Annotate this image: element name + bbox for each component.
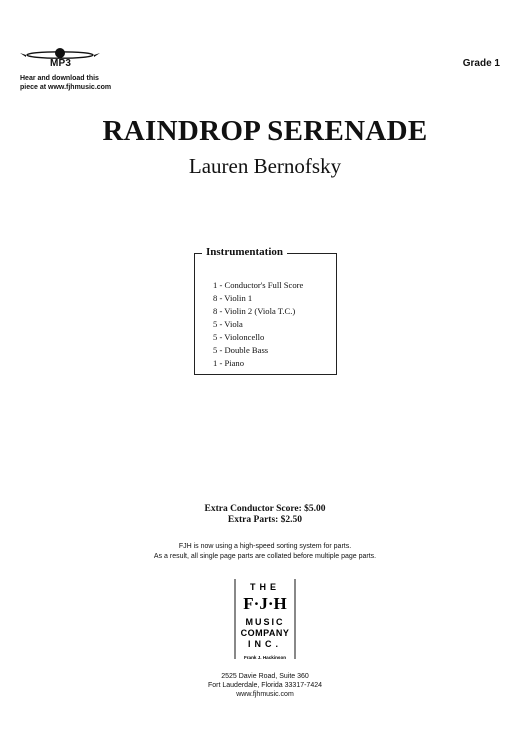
list-item: 5 - Violoncello	[213, 332, 265, 342]
mp3-caption: Hear and download this piece at www.fjhmusic.com	[20, 75, 112, 91]
website-link[interactable]: www.fjhmusic.com	[236, 691, 294, 698]
sorting-note	[0, 542, 530, 561]
mp3-icon	[20, 44, 100, 72]
logo-line-inc: INC.	[248, 639, 282, 649]
list-item: 5 - Double Bass	[213, 345, 269, 355]
composer-name: Lauren Bernofsky	[188, 154, 342, 178]
extra-conductor-score-price: Extra Conductor Score: $5.00	[204, 504, 326, 514]
extra-parts-price: Extra Parts: $2.50	[227, 514, 303, 525]
logo-signature: Frank J. Hackinson	[243, 655, 287, 660]
list-item: 1 - Piano	[213, 358, 245, 368]
sorting-note-line1: FJH is now using a high-speed sorting system for parts.	[178, 543, 352, 550]
sorting-note-line2: As a result, all single page parts are collated before multiple page parts.	[153, 552, 377, 560]
grade-label: Grade 1	[462, 58, 500, 69]
logo-line-company: COMPANY	[240, 628, 290, 638]
mp3-label: MP3	[50, 58, 72, 69]
instrumentation-list	[213, 279, 303, 370]
pricing-block	[0, 504, 530, 525]
mp3-download-block	[20, 44, 120, 92]
fjh-logo	[233, 579, 297, 667]
logo-line-fjh: F·J·H	[243, 594, 287, 613]
list-item: 1 - Conductor's Full Score	[213, 280, 304, 290]
instrumentation-heading: Instrumentation	[202, 246, 287, 259]
list-item: 8 - Violin 2 (Viola T.C.)	[213, 306, 296, 316]
list-item: 8 - Violin 1	[213, 293, 253, 303]
logo-line-the: THE	[250, 582, 280, 592]
address-line2: Fort Lauderdale, Florida 33317-7424	[207, 682, 323, 689]
publisher-address	[0, 672, 530, 699]
address-line1: 2525 Davie Road, Suite 360	[221, 673, 309, 680]
piece-title: RAINDROP SERENADE	[102, 115, 428, 147]
logo-line-music: MUSIC	[245, 617, 285, 627]
list-item: 5 - Viola	[213, 319, 243, 329]
